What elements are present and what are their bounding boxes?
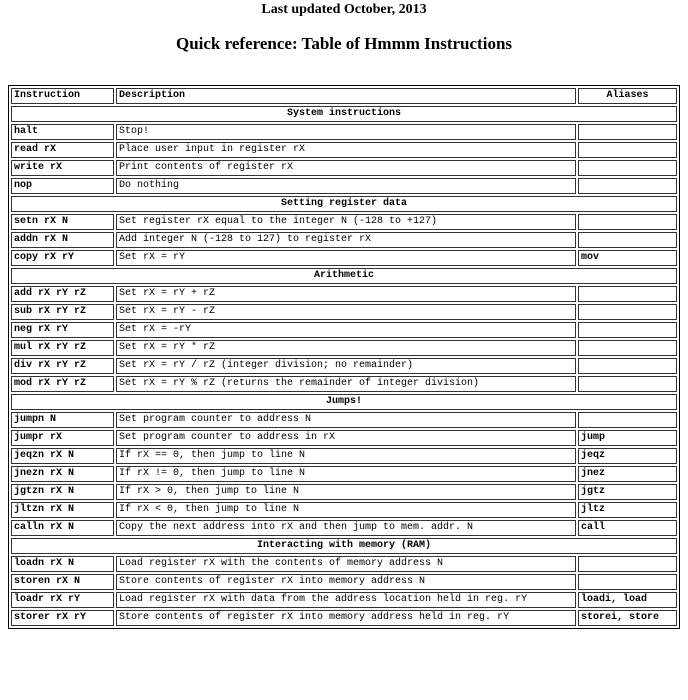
section-title: Setting register data bbox=[11, 196, 677, 212]
table-row bbox=[11, 178, 677, 194]
column-header-instruction: Instruction bbox=[11, 88, 114, 104]
table-row bbox=[11, 520, 677, 536]
description-cell: If rX < 0, then jump to line N bbox=[116, 502, 576, 518]
instruction-cell: jumpr rX bbox=[11, 430, 114, 446]
alias-cell bbox=[578, 178, 677, 194]
description-cell: Set rX = -rY bbox=[116, 322, 576, 338]
instruction-cell: mul rX rY rZ bbox=[11, 340, 114, 356]
table-row bbox=[11, 340, 677, 356]
description-cell: Set rX = rY bbox=[116, 250, 576, 266]
instruction-cell: div rX rY rZ bbox=[11, 358, 114, 374]
table-row bbox=[11, 466, 677, 482]
alias-cell bbox=[578, 232, 677, 248]
instruction-table bbox=[8, 85, 680, 629]
table-row bbox=[11, 412, 677, 428]
instruction-cell: jgtzn rX N bbox=[11, 484, 114, 500]
description-cell: Set program counter to address N bbox=[116, 412, 576, 428]
alias-cell: mov bbox=[578, 250, 677, 266]
page-title: Quick reference: Table of Hmmm Instructions bbox=[175, 34, 513, 53]
alias-cell: jump bbox=[578, 430, 677, 446]
instruction-cell: sub rX rY rZ bbox=[11, 304, 114, 320]
alias-cell: call bbox=[578, 520, 677, 536]
instruction-cell: loadn rX N bbox=[11, 556, 114, 572]
description-cell: Set register rX equal to the integer N (-128 to +127) bbox=[116, 214, 576, 230]
table-row bbox=[11, 250, 677, 266]
description-cell: Copy the next address into rX and then jump to mem. addr. N bbox=[116, 520, 576, 536]
table-row bbox=[11, 448, 677, 464]
description-cell: Set rX = rY * rZ bbox=[116, 340, 576, 356]
table-row bbox=[11, 592, 677, 608]
instruction-cell: storen rX N bbox=[11, 574, 114, 590]
instruction-cell: setn rX N bbox=[11, 214, 114, 230]
description-cell: Set program counter to address in rX bbox=[116, 430, 576, 446]
description-cell: Set rX = rY + rZ bbox=[116, 286, 576, 302]
description-cell: If rX == 0, then jump to line N bbox=[116, 448, 576, 464]
description-cell: Add integer N (-128 to 127) to register rX bbox=[116, 232, 576, 248]
instruction-cell: jnezn rX N bbox=[11, 466, 114, 482]
description-cell: Do nothing bbox=[116, 178, 576, 194]
instruction-cell: read rX bbox=[11, 142, 114, 158]
description-cell: Store contents of register rX into memory address held in reg. rY bbox=[116, 610, 576, 626]
section-title: Arithmetic bbox=[11, 268, 677, 284]
instruction-cell: loadr rX rY bbox=[11, 592, 114, 608]
description-cell: If rX != 0, then jump to line N bbox=[116, 466, 576, 482]
table-row bbox=[11, 160, 677, 176]
alias-cell bbox=[578, 322, 677, 338]
alias-cell bbox=[578, 304, 677, 320]
alias-cell bbox=[578, 124, 677, 140]
description-cell: Load register rX with the contents of memory address N bbox=[116, 556, 576, 572]
description-cell: Stop! bbox=[116, 124, 576, 140]
description-cell: Set rX = rY / rZ (integer division; no remainder) bbox=[116, 358, 576, 374]
alias-cell: storei, store bbox=[578, 610, 677, 626]
section-row bbox=[11, 538, 677, 554]
description-cell: Store contents of register rX into memory address N bbox=[116, 574, 576, 590]
alias-cell bbox=[578, 556, 677, 572]
description-cell: Place user input in register rX bbox=[116, 142, 576, 158]
section-row bbox=[11, 268, 677, 284]
last-updated: Last updated October, 2013 bbox=[261, 2, 427, 17]
table-row bbox=[11, 142, 677, 158]
table-row bbox=[11, 574, 677, 590]
alias-cell bbox=[578, 286, 677, 302]
section-title: Interacting with memory (RAM) bbox=[11, 538, 677, 554]
table-row bbox=[11, 124, 677, 140]
section-row bbox=[11, 106, 677, 122]
section-row bbox=[11, 394, 677, 410]
instruction-cell: add rX rY rZ bbox=[11, 286, 114, 302]
alias-cell bbox=[578, 160, 677, 176]
alias-cell bbox=[578, 214, 677, 230]
instruction-cell: halt bbox=[11, 124, 114, 140]
table-row bbox=[11, 484, 677, 500]
description-cell: Print contents of register rX bbox=[116, 160, 576, 176]
alias-cell bbox=[578, 412, 677, 428]
alias-cell bbox=[578, 142, 677, 158]
table-row bbox=[11, 286, 677, 302]
instruction-cell: neg rX rY bbox=[11, 322, 114, 338]
column-header-aliases: Aliases bbox=[578, 88, 677, 104]
instruction-cell: storer rX rY bbox=[11, 610, 114, 626]
section-title: System instructions bbox=[11, 106, 677, 122]
alias-cell bbox=[578, 340, 677, 356]
instruction-cell: jumpn N bbox=[11, 412, 114, 428]
instruction-cell: nop bbox=[11, 178, 114, 194]
table-row bbox=[11, 376, 677, 392]
alias-cell: jgtz bbox=[578, 484, 677, 500]
description-cell: If rX > 0, then jump to line N bbox=[116, 484, 576, 500]
instruction-cell: write rX bbox=[11, 160, 114, 176]
section-row bbox=[11, 196, 677, 212]
table-row bbox=[11, 556, 677, 572]
table-row bbox=[11, 610, 677, 626]
table-row bbox=[11, 358, 677, 374]
instruction-cell: copy rX rY bbox=[11, 250, 114, 266]
alias-cell: loadi, load bbox=[578, 592, 677, 608]
description-cell: Load register rX with data from the address location held in reg. rY bbox=[116, 592, 576, 608]
alias-cell: jeqz bbox=[578, 448, 677, 464]
alias-cell bbox=[578, 574, 677, 590]
table-row bbox=[11, 232, 677, 248]
table-row bbox=[11, 502, 677, 518]
instruction-cell: mod rX rY rZ bbox=[11, 376, 114, 392]
alias-cell: jnez bbox=[578, 466, 677, 482]
alias-cell bbox=[578, 358, 677, 374]
description-cell: Set rX = rY - rZ bbox=[116, 304, 576, 320]
table-row bbox=[11, 322, 677, 338]
table-header-row bbox=[11, 88, 677, 104]
table-row bbox=[11, 304, 677, 320]
table-row bbox=[11, 214, 677, 230]
description-cell: Set rX = rY % rZ (returns the remainder of integer division) bbox=[116, 376, 576, 392]
alias-cell bbox=[578, 376, 677, 392]
instruction-cell: calln rX N bbox=[11, 520, 114, 536]
column-header-description: Description bbox=[116, 88, 576, 104]
table-row bbox=[11, 430, 677, 446]
section-title: Jumps! bbox=[11, 394, 677, 410]
instruction-cell: jltzn rX N bbox=[11, 502, 114, 518]
alias-cell: jltz bbox=[578, 502, 677, 518]
instruction-cell: jeqzn rX N bbox=[11, 448, 114, 464]
instruction-cell: addn rX N bbox=[11, 232, 114, 248]
